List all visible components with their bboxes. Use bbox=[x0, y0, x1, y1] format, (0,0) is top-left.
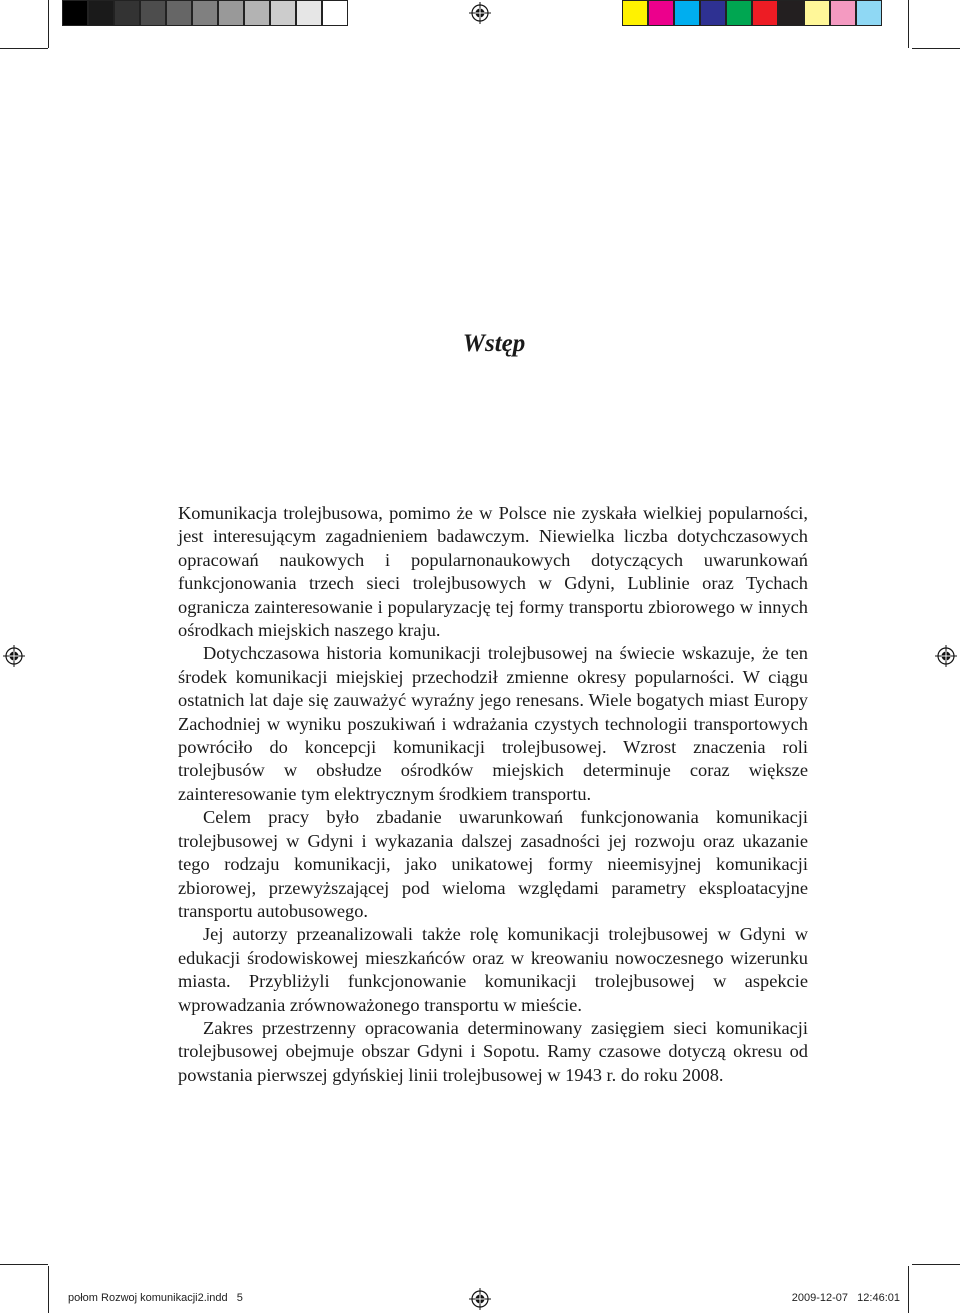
registration-mark-top-icon bbox=[469, 2, 491, 24]
color-swatch bbox=[114, 0, 140, 26]
color-swatch bbox=[856, 0, 882, 26]
process-color-bar bbox=[622, 0, 882, 26]
color-swatch bbox=[166, 0, 192, 26]
color-swatch bbox=[296, 0, 322, 26]
slug-file-info: połom Rozwoj komunikacji2.indd 5 bbox=[68, 1292, 243, 1304]
color-swatch bbox=[140, 0, 166, 26]
registration-mark-right-icon bbox=[935, 645, 957, 667]
grayscale-color-bar bbox=[62, 0, 348, 26]
color-swatch bbox=[88, 0, 114, 26]
crop-mark-top-left bbox=[48, 0, 49, 48]
color-swatch bbox=[322, 0, 348, 26]
paragraph: Zakres przestrzenny opracowania determinowany zasięgiem sieci komunikacji trolejbusowej obejmuje obszar Gdyni i Sopotu. Ramy czasowe dotyczą okresu od powstania pierwszej gdyńskiej linii trolejbusowej w 1943 r. do roku 2008. bbox=[178, 1017, 808, 1085]
color-swatch bbox=[648, 0, 674, 26]
paragraph: Dotychczasowa historia komunikacji trolejbusowej na świecie wskazuje, że ten środek komunikacji miejskiej przechodził zmienne okresy popularności. W ciągu ostatnich lat daje się zauważyć wyraźny jego renesans. Wiele bogatych miast Europy Zachodniej w wyniku poszukiwań i wdrażania czystych technologii transportowych powróciło do koncepcji komunikacji trolejbusowej. Wzrost znaczenia roli trolejbusów w obsłudze ośrodków miejskich determinuje coraz większe zainteresowanie tym elektrycznym środkiem transportu. bbox=[178, 643, 808, 804]
color-swatch bbox=[674, 0, 700, 26]
color-swatch bbox=[752, 0, 778, 26]
registration-mark-left-icon bbox=[3, 645, 25, 667]
paragraph: Celem pracy było zbadanie uwarunkowań funkcjonowania komunikacji trolejbusowej w Gdyni i wykazania dalszej zasadności jej rozwoju oraz ukazanie tego rodzaju komunikacji, jako unikatowej formy nieemisyjnej komunikacji zbiorowej, przewyższającej pod wieloma względami parametry eksploatacyjne transportu autobusowego. bbox=[178, 807, 808, 921]
body-text bbox=[178, 502, 808, 1087]
color-swatch bbox=[192, 0, 218, 26]
paragraph: Jej autorzy przeanalizowali także rolę komunikacji trolejbusowej w Gdyni w edukacji środowiskowej mieszkańców oraz w kreowaniu nowoczesnego wizerunku miasta. Przybliżyli funkcjonowanie komunikacji trolejbusowej w aspekcie wprowadzania zrównoważonego transportu w mieście. bbox=[178, 924, 808, 1015]
color-swatch bbox=[622, 0, 648, 26]
chapter-title: Wstęp bbox=[462, 330, 526, 357]
color-swatch bbox=[830, 0, 856, 26]
color-swatch bbox=[244, 0, 270, 26]
color-swatch bbox=[62, 0, 88, 26]
color-swatch bbox=[778, 0, 804, 26]
color-swatch bbox=[270, 0, 296, 26]
color-swatch bbox=[804, 0, 830, 26]
crop-mark-bottom-right-h bbox=[912, 1264, 960, 1265]
crop-mark-bottom-left-h bbox=[0, 1264, 48, 1265]
color-swatch bbox=[726, 0, 752, 26]
color-swatch bbox=[218, 0, 244, 26]
color-swatch bbox=[700, 0, 726, 26]
paragraph: Komunikacja trolejbusowa, pomimo że w Polsce nie zyskała wielkiej popularności, jest interesującym zagadnieniem badawczym. Niewielka liczba dotychczasowych opracowań naukowych i popularnonaukowych dotyczących uwarunkowań funkcjonowania trzech sieci trolejbusowych w Gdyni, Lublinie oraz Tychach ogranicza zainteresowanie i popularyzację tej formy transportu zbiorowego w innych ośrodkach miejskich naszego kraju. bbox=[178, 503, 808, 641]
registration-mark-bottom-icon bbox=[469, 1288, 491, 1310]
crop-mark-top-left-h bbox=[0, 48, 48, 49]
slug-date-info: 2009-12-07 12:46:01 bbox=[791, 1292, 900, 1304]
crop-mark-bottom-right bbox=[908, 1266, 909, 1313]
crop-mark-top-right bbox=[908, 0, 909, 48]
crop-mark-bottom-left bbox=[48, 1266, 49, 1313]
crop-mark-top-right-h bbox=[912, 48, 960, 49]
